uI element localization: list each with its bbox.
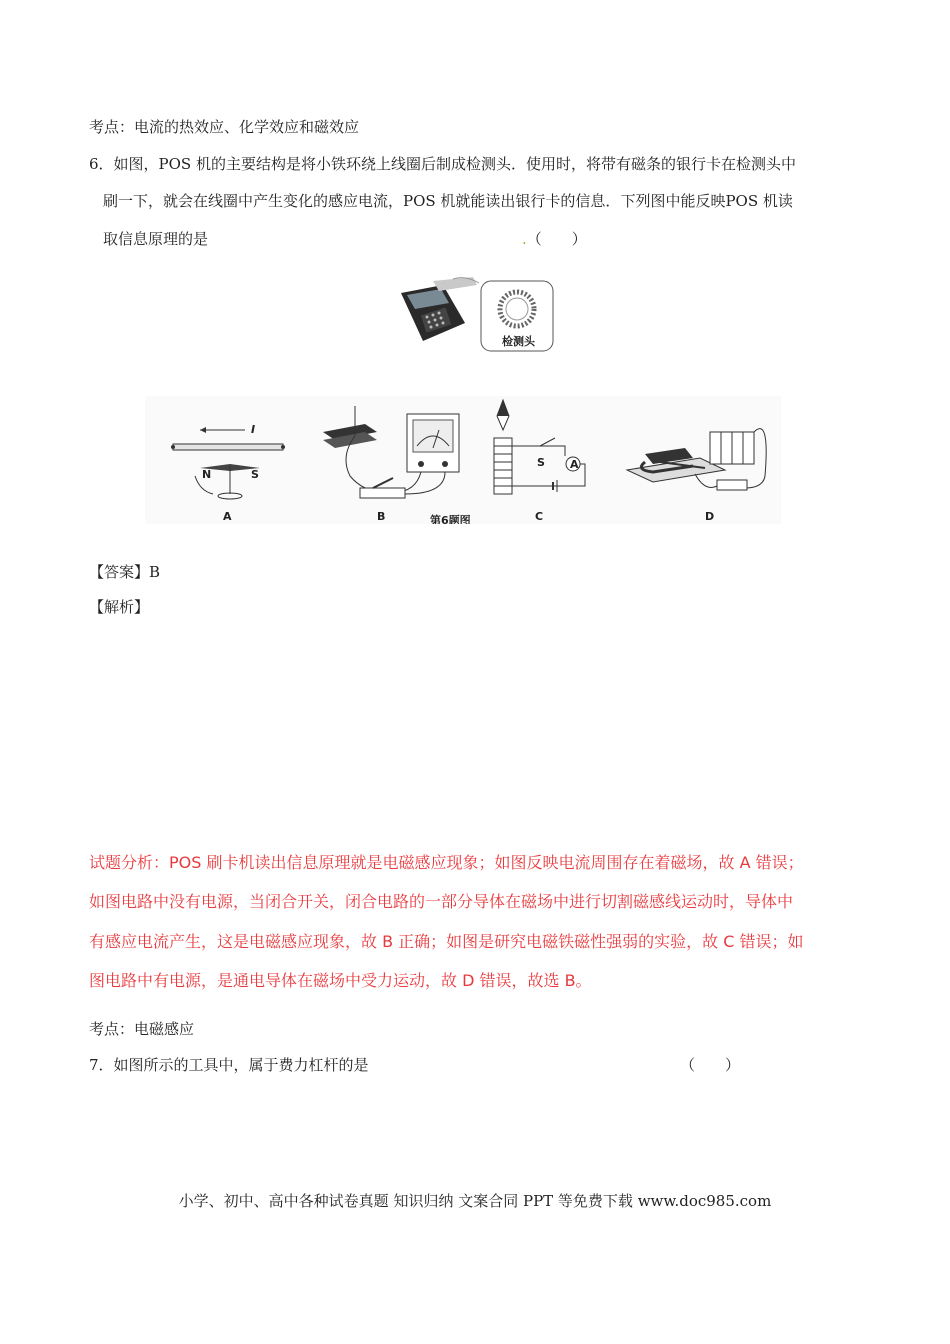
q5-kaodian: 考点：电流的热效应、化学效应和磁效应 [89, 118, 360, 136]
q7-stem: 7．如图所示的工具中，属于费力杠杆的是 [89, 1056, 369, 1074]
current-label: I [251, 423, 256, 436]
analysis-line-3: 有感应电流产生，这是电磁感应现象，故 B 正确；如图是研究电磁铁磁性强弱的实验，故 C 错误；如 [89, 932, 804, 951]
analysis-line-2: 如图电路中没有电源，当闭合开关，闭合电路的一部分导体在磁场中进行切割磁感线运动时，导体中 [89, 892, 794, 911]
option-a-label: A [223, 510, 232, 523]
analysis-line-1: 试题分析：POS 刷卡机读出信息原理就是电磁感应现象；如图反映电流周围存在着磁场，故 A 错误； [89, 853, 804, 872]
q6-stem-line3: 取信息原理的是 [103, 230, 209, 248]
switch-s-label: S [537, 456, 545, 469]
page-footer: 小学、初中、高中各种试卷真题 知识归纳 文案合同 PPT 等免费下载 www.doc985.com [178, 1192, 772, 1210]
pos-terminal-illustration [401, 277, 479, 341]
option-c-label: C [535, 510, 544, 523]
q6-stem-line2: 刷一下，就会在线圈中产生变化的感应电流，POS 机就能读出银行卡的信息．下列图中能反映POS 机读 [103, 192, 793, 210]
q6-answer-blank: .（ ） [522, 230, 587, 248]
compass-s-label: S [251, 468, 259, 481]
option-d-label: D [705, 510, 715, 523]
q6-kaodian: 考点：电磁感应 [89, 1020, 195, 1038]
detector-label: 检测头 [502, 335, 535, 348]
compass-n-label: N [202, 468, 212, 481]
q7-answer-blank: （ ） [680, 1056, 741, 1074]
q6-answer: 【答案】B [89, 563, 161, 581]
analysis-line-4: 图电路中有电源，是通电导体在磁场中受力运动，故 D 错误，故选 B。 [89, 971, 592, 990]
option-b-label: B [377, 510, 386, 523]
figure-caption: 第6题图 [430, 514, 471, 524]
q6-stem-line1: 6．如图，POS 机的主要结构是将小铁环绕上线圈后制成检测头．使用时，将带有磁条的银行卡在检测头中 [89, 155, 796, 173]
q6-jiexi-heading: 【解析】 [89, 598, 150, 616]
q6-options-figure [145, 396, 781, 524]
pos-machine-figure [393, 275, 558, 355]
ammeter-label: A [570, 458, 579, 471]
